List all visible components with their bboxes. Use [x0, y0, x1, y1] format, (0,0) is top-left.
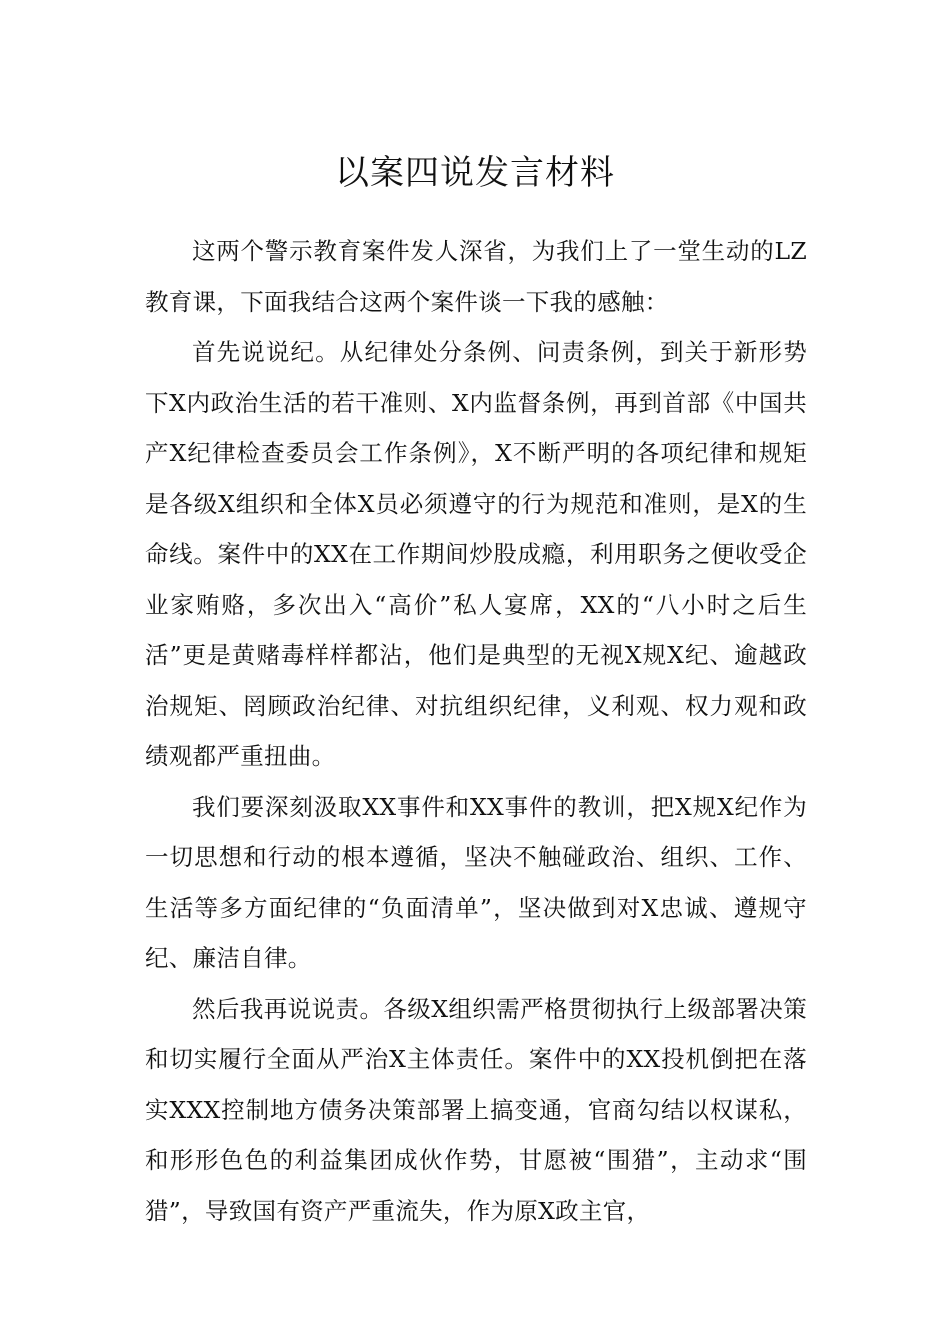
paragraph-responsibility — [145, 984, 807, 1237]
paragraph-text: 这两个警示教育案件发人深省，为我们上了一堂生动的LZ教育课，下面我结合这两个案件谈一下我的感触： — [145, 237, 807, 316]
paragraph-lead-heading: 然后我再说说责 — [192, 994, 360, 1023]
paragraph-lessons — [145, 782, 807, 984]
paragraph-text: 我们要深刻汲取XX事件和XX事件的教训，把X规X纪作为一切思想和行动的根本遵循，坚决不触碰政治、组织、工作、生活等多方面纪律的“负面清单”，坚决做到对X忠诚、遵规守纪、廉洁自律。 — [145, 792, 807, 972]
paragraph-intro — [145, 226, 807, 327]
document-body — [145, 226, 807, 1236]
document-title: 以案四说发言材料 — [335, 152, 615, 193]
paragraph-text: 。从纪律处分条例、问责条例，到关于新形势下X内政治生活的若干准则、X内监督条例，再到首部《中国共产X纪律检查委员会工作条例》，X不断严明的各项纪律和规矩是各级X组织和全体X员必须遵守的行为规范和准则，是X的生命线。案件中的XX在工作期间炒股成瘾，利用职务之便收受企业家贿赂，多次出入“高价”私人宴席，XX的“八小时之后生活”更是黄赌毒样样都沾，他们是典型的无视X规X纪、逾越政治规矩、罔顾政治纪律、对抗组织纪律，义利观、权力观和政绩观都严重扭曲。 — [145, 338, 808, 770]
paragraph-text: 。各级X组织需严格贯彻执行上级部署决策和切实履行全面从严治X主体责任。案件中的XX投机倒把在落实XXX控制地方债务决策部署上搞变通，官商勾结以权谋私，和形形色色的利益集团成伙作势，甘愿被“围猎”，主动求“围猎”，导致国有资产严重流失，作为原X政主官， — [145, 994, 807, 1225]
paragraph-lead-heading: 首先说说纪 — [192, 338, 316, 366]
paragraph-discipline — [145, 327, 807, 782]
